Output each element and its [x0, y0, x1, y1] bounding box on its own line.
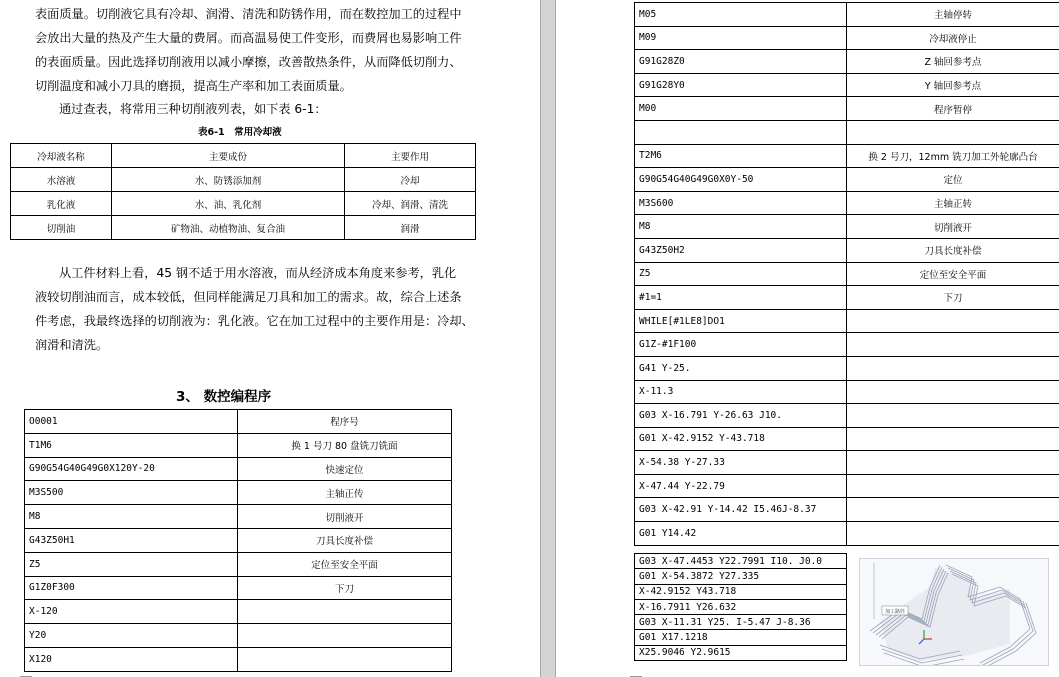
g-code-cell: M8: [25, 505, 238, 529]
code-comment-cell: [238, 600, 452, 624]
table-cell: 冷却、润滑、清洗: [345, 192, 476, 216]
g-code-cell: WHILE[#1LE8]DO1: [635, 309, 847, 333]
table-row: [11, 168, 476, 192]
paragraph-line: 润滑和清洗。: [35, 338, 109, 352]
table-header-row: [11, 144, 476, 168]
code-comment-cell: Z 轴回参考点: [847, 50, 1059, 74]
g-code-cell: T1M6: [25, 433, 238, 457]
paragraph-line: 的表面质量。因此选择切削液用以减小摩擦，改善散热条件，从而降低切削力、: [35, 55, 462, 69]
g-code-cell: G43Z50H1: [25, 528, 238, 552]
program-row: [25, 481, 452, 505]
program-row: [25, 410, 452, 434]
paragraph-line: 切削温度和减小刀具的磨损，提高生产率和加工表面质量。: [35, 79, 352, 93]
program-row: [635, 645, 847, 660]
code-comment-cell: [847, 498, 1059, 522]
code-comment-cell: 冷却液停止: [847, 26, 1059, 50]
nc-program-table-continued: [634, 2, 1059, 546]
g-code-cell: X-47.44 Y-22.79: [635, 474, 847, 498]
program-row: [635, 498, 1059, 522]
g-code-cell: [635, 120, 847, 144]
program-row: [635, 50, 1059, 74]
g-code-cell: G03 X-16.791 Y-26.63 J10.: [635, 404, 847, 428]
g-code-cell: G90G54G40G49G0X120Y-20: [25, 457, 238, 481]
g-code-cell: X120: [25, 647, 238, 671]
code-comment-cell: 程序暂停: [847, 97, 1059, 121]
table-cell: 乳化液: [11, 192, 112, 216]
code-comment-cell: [847, 120, 1059, 144]
g-code-cell: G03 X-11.31 Y25. I-5.47 J-8.36: [635, 615, 847, 630]
program-row: [25, 552, 452, 576]
g-code-cell: G01 X17.1218: [635, 630, 847, 645]
g-code-cell: M05: [635, 3, 847, 27]
program-row: [635, 630, 847, 645]
g-code-cell: M8: [635, 215, 847, 239]
program-row: [635, 427, 1059, 451]
code-comment-cell: 换 1 号刀 80 盘铣刀铣面: [238, 433, 452, 457]
program-row: [635, 120, 1059, 144]
program-row: [635, 522, 1059, 546]
g-code-cell: M3S500: [25, 481, 238, 505]
g-code-cell: G01 Y14.42: [635, 522, 847, 546]
code-comment-cell: 主轴正传: [238, 481, 452, 505]
table-cell: 润滑: [345, 216, 476, 240]
g-code-cell: M00: [635, 97, 847, 121]
paragraph-line: 通过查表，将常用三种切削液列表，如下表 6-1：: [59, 102, 327, 116]
coolant-table: [10, 143, 476, 240]
g-code-cell: G03 X-42.91 Y-14.42 I5.46J-8.37: [635, 498, 847, 522]
g-code-cell: X25.9046 Y2.9615: [635, 645, 847, 660]
header-cell: 主要作用: [345, 144, 476, 168]
g-code-cell: G03 X-47.4453 Y22.7991 I10. J0.0: [635, 554, 847, 569]
program-row: [25, 457, 452, 481]
program-row: [635, 569, 847, 584]
code-comment-cell: 刀具长度补偿: [238, 528, 452, 552]
program-row: [635, 73, 1059, 97]
paragraph-line: 液较切削油而言，成本较低，但同样能满足刀具和加工的需求。故，综合上述条: [35, 290, 462, 304]
program-row: [635, 26, 1059, 50]
program-row: [635, 356, 1059, 380]
g-code-cell: O0001: [25, 410, 238, 434]
g-code-cell: G91G28Z0: [635, 50, 847, 74]
program-row: [635, 309, 1059, 333]
program-row: [635, 262, 1059, 286]
code-comment-cell: 换 2 号刀，12mm 铣刀加工外轮廓凸台: [847, 144, 1059, 168]
code-comment-cell: 切削液开: [238, 505, 452, 529]
code-comment-cell: [847, 427, 1059, 451]
table-cell: 冷却: [345, 168, 476, 192]
paragraph-line: 表面质量。切削液它具有冷却、润滑、清洗和防锈作用，而在数控加工的过程中: [35, 7, 462, 21]
code-comment-cell: 定位至安全平面: [847, 262, 1059, 286]
program-row: [25, 600, 452, 624]
code-comment-cell: [238, 624, 452, 648]
table-cell: 矿物油、动植物油、复合油: [112, 216, 345, 240]
program-row: [635, 215, 1059, 239]
code-comment-cell: [238, 647, 452, 671]
program-row: [635, 474, 1059, 498]
g-code-cell: X-54.38 Y-27.33: [635, 451, 847, 475]
program-row: [25, 433, 452, 457]
code-comment-cell: [847, 356, 1059, 380]
code-comment-cell: [847, 333, 1059, 357]
header-cell: 主要成份: [112, 144, 345, 168]
program-row: [635, 144, 1059, 168]
table-row: [11, 216, 476, 240]
nc-program-table-small: [634, 553, 847, 661]
program-row: [635, 380, 1059, 404]
code-comment-cell: [847, 474, 1059, 498]
page-gutter: [540, 0, 556, 677]
program-row: [635, 333, 1059, 357]
g-code-cell: G01 X-42.9152 Y-43.718: [635, 427, 847, 451]
code-comment-cell: 刀具长度补偿: [847, 238, 1059, 262]
code-comment-cell: [847, 522, 1059, 546]
code-comment-cell: 定位: [847, 168, 1059, 192]
g-code-cell: M3S600: [635, 191, 847, 215]
program-row: [25, 647, 452, 671]
code-comment-cell: 主轴正转: [847, 191, 1059, 215]
code-comment-cell: 定位至安全平面: [238, 552, 452, 576]
g-code-cell: G43Z50H2: [635, 238, 847, 262]
g-code-cell: G1Z-#1F100: [635, 333, 847, 357]
paragraph-line: 会放出大量的热及产生大量的费屑。而高温易使工件变形，而费屑也易影响工件: [35, 31, 462, 45]
program-row: [635, 168, 1059, 192]
paragraph-line: 从工件材料上看，45 钢不适于用水溶液，而从经济成本角度来参考，乳化: [59, 266, 457, 280]
g-code-cell: M09: [635, 26, 847, 50]
table-cell: 水、防锈添加剂: [112, 168, 345, 192]
program-row: [25, 528, 452, 552]
header-cell: 冷却液名称: [11, 144, 112, 168]
g-code-cell: G41 Y-25.: [635, 356, 847, 380]
code-comment-cell: [847, 451, 1059, 475]
program-row: [635, 584, 847, 599]
g-code-cell: Y20: [25, 624, 238, 648]
g-code-cell: G1Z0F300: [25, 576, 238, 600]
g-code-cell: X-120: [25, 600, 238, 624]
g-code-cell: T2M6: [635, 144, 847, 168]
toolpath-drawing: [860, 559, 1048, 665]
program-row: [635, 286, 1059, 310]
program-row: [25, 505, 452, 529]
program-row: [635, 404, 1059, 428]
table-cell: 水溶液: [11, 168, 112, 192]
program-row: [635, 97, 1059, 121]
g-code-cell: G90G54G40G49G0X0Y-50: [635, 168, 847, 192]
code-comment-cell: [847, 380, 1059, 404]
code-comment-cell: 程序号: [238, 410, 452, 434]
code-comment-cell: 主轴停转: [847, 3, 1059, 27]
toolpath-tag-label: 加工路径: [884, 609, 906, 615]
g-code-cell: Z5: [635, 262, 847, 286]
g-code-cell: #1=1: [635, 286, 847, 310]
program-row: [25, 624, 452, 648]
code-comment-cell: 下刀: [847, 286, 1059, 310]
code-comment-cell: [847, 309, 1059, 333]
program-row: [635, 599, 847, 614]
toolpath-simulation-image: [859, 558, 1049, 666]
program-row: [635, 238, 1059, 262]
nc-program-table: [24, 409, 452, 672]
program-row: [635, 554, 847, 569]
code-comment-cell: 切削液开: [847, 215, 1059, 239]
table-caption: 表6-1 常用冷却液: [198, 127, 282, 138]
code-comment-cell: 快速定位: [238, 457, 452, 481]
paragraph-line: 件考虑，我最终选择的切削液为：乳化液。它在加工过程中的主要作用是：冷却、: [35, 314, 474, 328]
section-heading: 3、 数控编程序: [176, 389, 272, 405]
program-row: [635, 615, 847, 630]
table-cell: 切削油: [11, 216, 112, 240]
g-code-cell: X-42.9152 Y43.718: [635, 584, 847, 599]
table-row: [11, 192, 476, 216]
code-comment-cell: Y 轴回参考点: [847, 73, 1059, 97]
program-row: [25, 576, 452, 600]
g-code-cell: X-11.3: [635, 380, 847, 404]
program-row: [635, 191, 1059, 215]
program-row: [635, 451, 1059, 475]
g-code-cell: Z5: [25, 552, 238, 576]
code-comment-cell: 下刀: [238, 576, 452, 600]
code-comment-cell: [847, 404, 1059, 428]
g-code-cell: X-16.7911 Y26.632: [635, 599, 847, 614]
g-code-cell: G01 X-54.3872 Y27.335: [635, 569, 847, 584]
program-row: [635, 3, 1059, 27]
table-cell: 水、油、乳化剂: [112, 192, 345, 216]
g-code-cell: G91G28Y0: [635, 73, 847, 97]
